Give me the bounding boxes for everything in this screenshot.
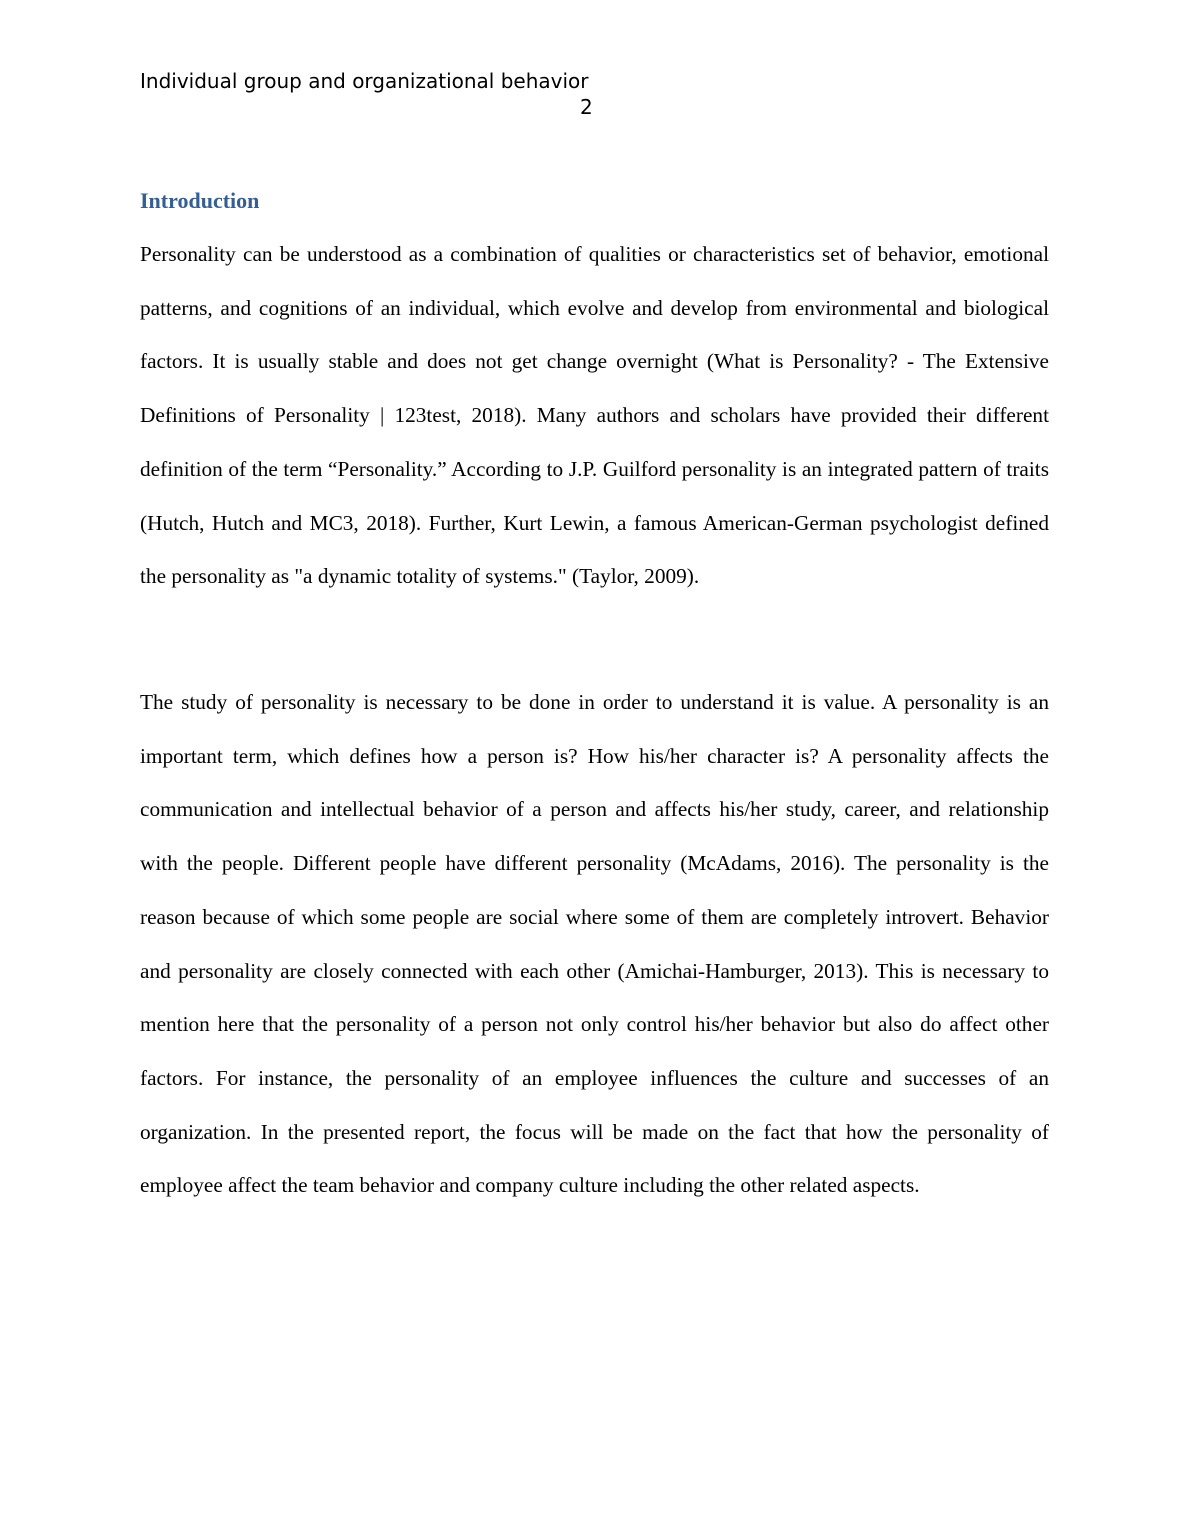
body-paragraph: The study of personality is necessary to be done in order to understand it is value. A personality is an important term, which defines how a person is? How his/her character is? A personality affects the communication and intellectual behavior of a person and affects his/her study, career, and relationship with the people. Different people have different personality (McAdams, 2016). The personality is the reason because of which some people are social where some of them are completely introvert. Behavior and personality are closely connected with each other (Amichai-Hamburger, 2013). This is necessary to mention here that the personality of a person not only control his/her behavior but also do affect other factors. For instance, the personality of an employee influences the culture and successes of an organization. In the presented report, the focus will be made on the fact that how the personality of employee affect the team behavior and company culture including the other related aspects. [140,690,1049,1198]
page-number: 2 [580,95,593,119]
running-header-title: Individual group and organizational behavior [140,69,589,93]
section-heading: Introduction [140,188,260,213]
body-paragraph: Personality can be understood as a combination of qualities or characteristics set of behavior, emotional patterns, and cognitions of an individual, which evolve and develop from environmental and biological factors. It is usually stable and does not get change overnight (What is Personality? - The Extensive Definitions of Personality | 123test, 2018). Many authors and scholars have provided their different definition of the term “Personality.” According to J.P. Guilford personality is an integrated pattern of traits (Hutch, Hutch and MC3, 2018). Further, Kurt Lewin, a famous American-German psychologist defined the personality as "a dynamic totality of systems." (Taylor, 2009). [140,242,1049,589]
